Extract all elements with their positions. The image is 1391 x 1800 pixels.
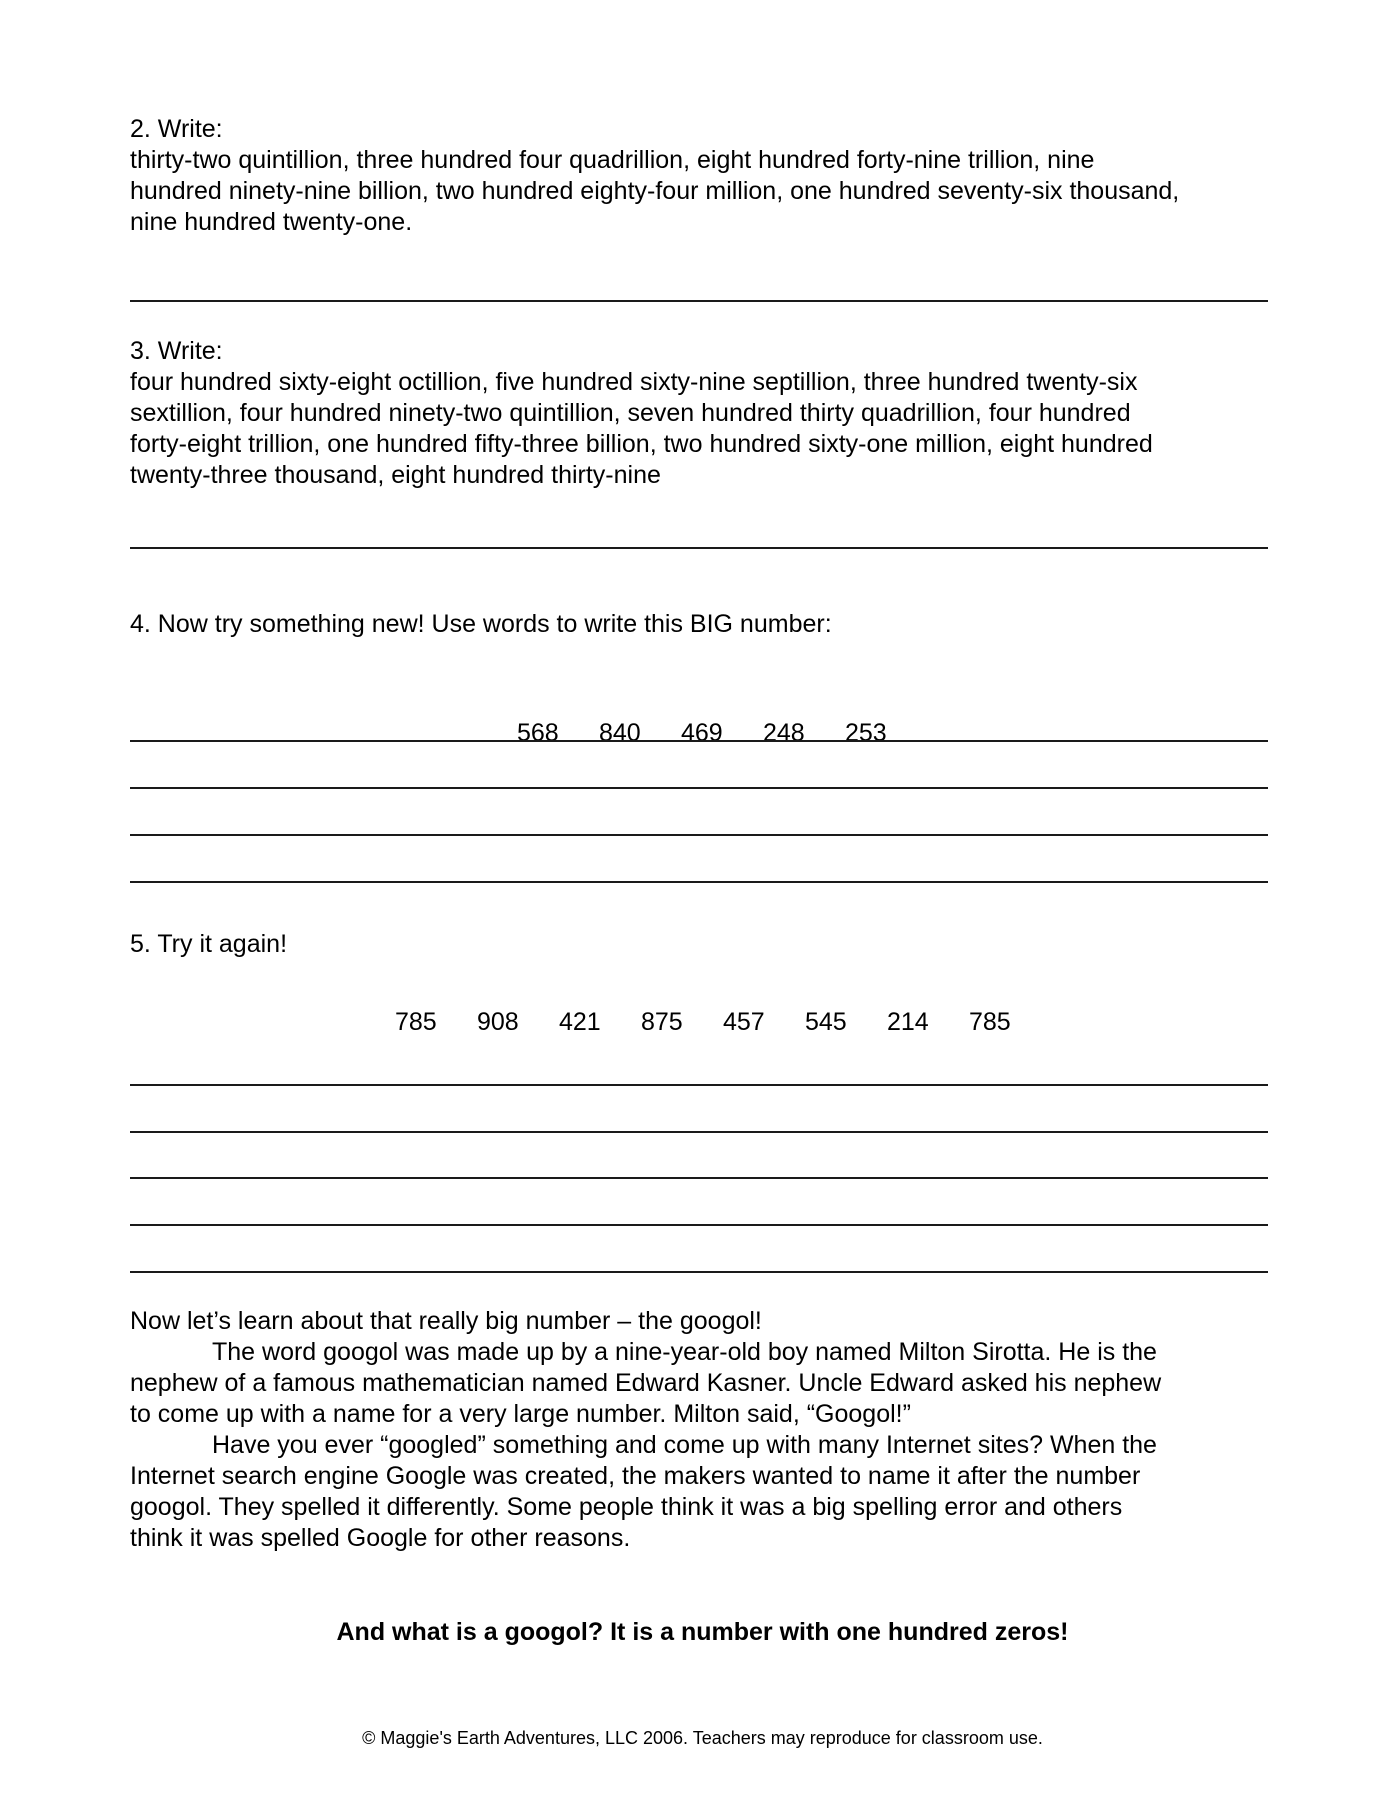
googol-intro: Now let’s learn about that really big number – the googol! xyxy=(130,1307,762,1335)
digit-group: 545 xyxy=(805,1008,847,1036)
digit-group: 421 xyxy=(559,1008,601,1036)
digit-group: 214 xyxy=(887,1008,929,1036)
big-number-q5 xyxy=(395,1007,1011,1038)
googol-paragraph-1-line: The word googol was made up by a nine-year-old boy named Milton Sirotta. He is the xyxy=(212,1338,1157,1366)
answer-line-q5[interactable] xyxy=(130,1224,1268,1226)
googol-paragraph-2-line: googol. They spelled it differently. Some people think it was a big spelling error and others xyxy=(130,1493,1123,1521)
googol-paragraph-1-line: nephew of a famous mathematician named Edward Kasner. Uncle Edward asked his nephew xyxy=(130,1369,1162,1397)
question-5-label: 5. Try it again! xyxy=(130,930,288,958)
digit-group: 568 xyxy=(517,719,559,747)
question-3-label: 3. Write: xyxy=(130,337,223,365)
googol-closing: And what is a googol? It is a number with one hundred zeros! xyxy=(336,1618,1069,1646)
googol-paragraph-1-line: to come up with a name for a very large number. Milton said, “Googol!” xyxy=(130,1400,911,1428)
answer-line-q5[interactable] xyxy=(130,1131,1268,1133)
answer-line-q4[interactable] xyxy=(130,740,1268,742)
question-3-line: sextillion, four hundred ninety-two quintillion, seven hundred thirty quadrillion, four hundred xyxy=(130,399,1131,427)
question-3-line: twenty-three thousand, eight hundred thirty-nine xyxy=(130,461,661,489)
question-2-line: thirty-two quintillion, three hundred four quadrillion, eight hundred forty-nine trillion, nine xyxy=(130,146,1095,174)
digit-group: 785 xyxy=(969,1008,1011,1036)
answer-line-q4[interactable] xyxy=(130,881,1268,883)
question-2-label: 2. Write: xyxy=(130,115,223,143)
digit-group: 469 xyxy=(681,719,723,747)
answer-line-q5[interactable] xyxy=(130,1084,1268,1086)
digit-group: 908 xyxy=(477,1008,519,1036)
digit-group: 875 xyxy=(641,1008,683,1036)
digit-group: 248 xyxy=(763,719,805,747)
question-2-line: nine hundred twenty-one. xyxy=(130,208,413,236)
googol-paragraph-2-line: Internet search engine Google was created, the makers wanted to name it after the number xyxy=(130,1462,1141,1490)
question-4-label: 4. Now try something new! Use words to write this BIG number: xyxy=(130,610,832,638)
answer-line-q4[interactable] xyxy=(130,834,1268,836)
answer-line-q5[interactable] xyxy=(130,1177,1268,1179)
question-2-line: hundred ninety-nine billion, two hundred eighty-four million, one hundred seventy-six thousand, xyxy=(130,177,1180,205)
answer-line-q2[interactable] xyxy=(130,300,1268,302)
digit-group: 785 xyxy=(395,1008,437,1036)
copyright-footer: © Maggie's Earth Adventures, LLC 2006. Teachers may reproduce for classroom use. xyxy=(362,1728,1043,1748)
question-3-line: four hundred sixty-eight octillion, five hundred sixty-nine septillion, three hundred twenty-six xyxy=(130,368,1138,396)
digit-group: 457 xyxy=(723,1008,765,1036)
answer-line-q4[interactable] xyxy=(130,787,1268,789)
digit-group: 253 xyxy=(845,719,887,747)
big-number-q4 xyxy=(517,718,887,749)
answer-line-q3[interactable] xyxy=(130,547,1268,549)
digit-group: 840 xyxy=(599,719,641,747)
googol-paragraph-2-line: Have you ever “googled” something and come up with many Internet sites? When the xyxy=(212,1431,1157,1459)
answer-line-q5[interactable] xyxy=(130,1271,1268,1273)
question-3-line: forty-eight trillion, one hundred fifty-three billion, two hundred sixty-one million, eight hundred xyxy=(130,430,1153,458)
googol-paragraph-2-line: think it was spelled Google for other reasons. xyxy=(130,1524,631,1552)
